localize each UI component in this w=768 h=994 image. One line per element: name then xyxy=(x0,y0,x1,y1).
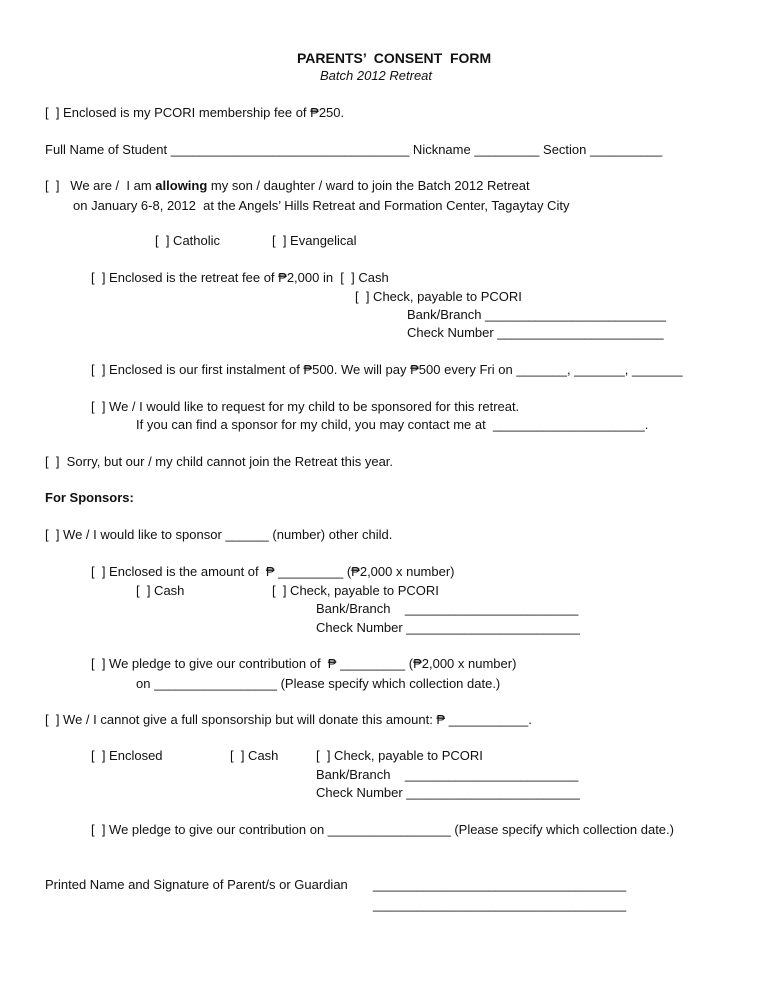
for-sponsors-heading: For Sponsors: xyxy=(45,490,134,505)
signature-line-2: ___________________________________ xyxy=(373,897,627,912)
pledge-collection-line: [ ] We pledge to give our contribution on _________________ (Please specify which collection date.) xyxy=(91,822,674,837)
partial-check-option: [ ] Check, payable to PCORI xyxy=(316,748,483,763)
cannot-join-line: [ ] Sorry, but our / my child cannot join the Retreat this year. xyxy=(45,454,394,469)
allow-line xyxy=(45,178,530,194)
sponsor-bank: Bank/Branch ________________________ xyxy=(316,601,579,616)
sponsor-other-line: [ ] We / I would like to sponsor ______ (number) other child. xyxy=(45,527,393,542)
form-subtitle: Batch 2012 Retreat xyxy=(320,68,433,83)
sponsor-cash-option: [ ] Cash xyxy=(136,583,185,598)
partial-bank: Bank/Branch ________________________ xyxy=(316,767,579,782)
evangelical-option: [ ] Evangelical xyxy=(272,233,357,248)
signature-line-1: ___________________________________ xyxy=(373,877,627,892)
sponsor-contact-line: If you can find a sponsor for my child, you may contact me at _____________________. xyxy=(136,417,649,432)
retreat-fee-bank: Bank/Branch _________________________ xyxy=(407,307,666,322)
membership-fee-line: [ ] Enclosed is my PCORI membership fee of ₱250. xyxy=(45,105,345,120)
sponsor-request-line: [ ] We / I would like to request for my child to be sponsored for this retreat. xyxy=(91,399,520,414)
sponsor-amount-line: [ ] Enclosed is the amount of ₱ _________ (₱2,000 x number) xyxy=(91,564,455,579)
signature-label: Printed Name and Signature of Parent/s or Guardian xyxy=(45,877,348,892)
catholic-option: [ ] Catholic xyxy=(155,233,221,248)
instalment-line: [ ] Enclosed is our first instalment of ₱500. We will pay ₱500 every Fri on _______, _______, _______ xyxy=(91,362,683,377)
allow-prefix: [ ] We are / I am xyxy=(45,178,156,193)
form-title: PARENTS’ CONSENT FORM xyxy=(297,50,492,66)
sponsor-checknum: Check Number ________________________ xyxy=(316,620,580,635)
full-name-line: Full Name of Student _________________________________ Nickname _________ Section __________ xyxy=(45,142,663,157)
partial-checknum: Check Number ________________________ xyxy=(316,785,580,800)
allow-suffix: my son / daughter / ward to join the Batch 2012 Retreat xyxy=(207,178,530,193)
sponsor-check-option: [ ] Check, payable to PCORI xyxy=(272,583,439,598)
partial-enclosed-option: [ ] Enclosed xyxy=(91,748,163,763)
retreat-fee-check: [ ] Check, payable to PCORI xyxy=(355,289,522,304)
retreat-fee-line: [ ] Enclosed is the retreat fee of ₱2,000 in [ ] Cash xyxy=(91,270,389,285)
pledge-date-line: on _________________ (Please specify which collection date.) xyxy=(136,676,501,691)
retreat-fee-checknum: Check Number _______________________ xyxy=(407,325,664,340)
pledge-amount-line: [ ] We pledge to give our contribution of ₱ _________ (₱2,000 x number) xyxy=(91,656,517,671)
allow-bold: allowing xyxy=(155,178,208,193)
retreat-details-line: on January 6-8, 2012 at the Angels’ Hills Retreat and Formation Center, Tagaytay City xyxy=(73,198,570,213)
partial-cash-option: [ ] Cash xyxy=(230,748,279,763)
partial-donation-line: [ ] We / I cannot give a full sponsorship but will donate this amount: ₱ ___________. xyxy=(45,712,532,727)
